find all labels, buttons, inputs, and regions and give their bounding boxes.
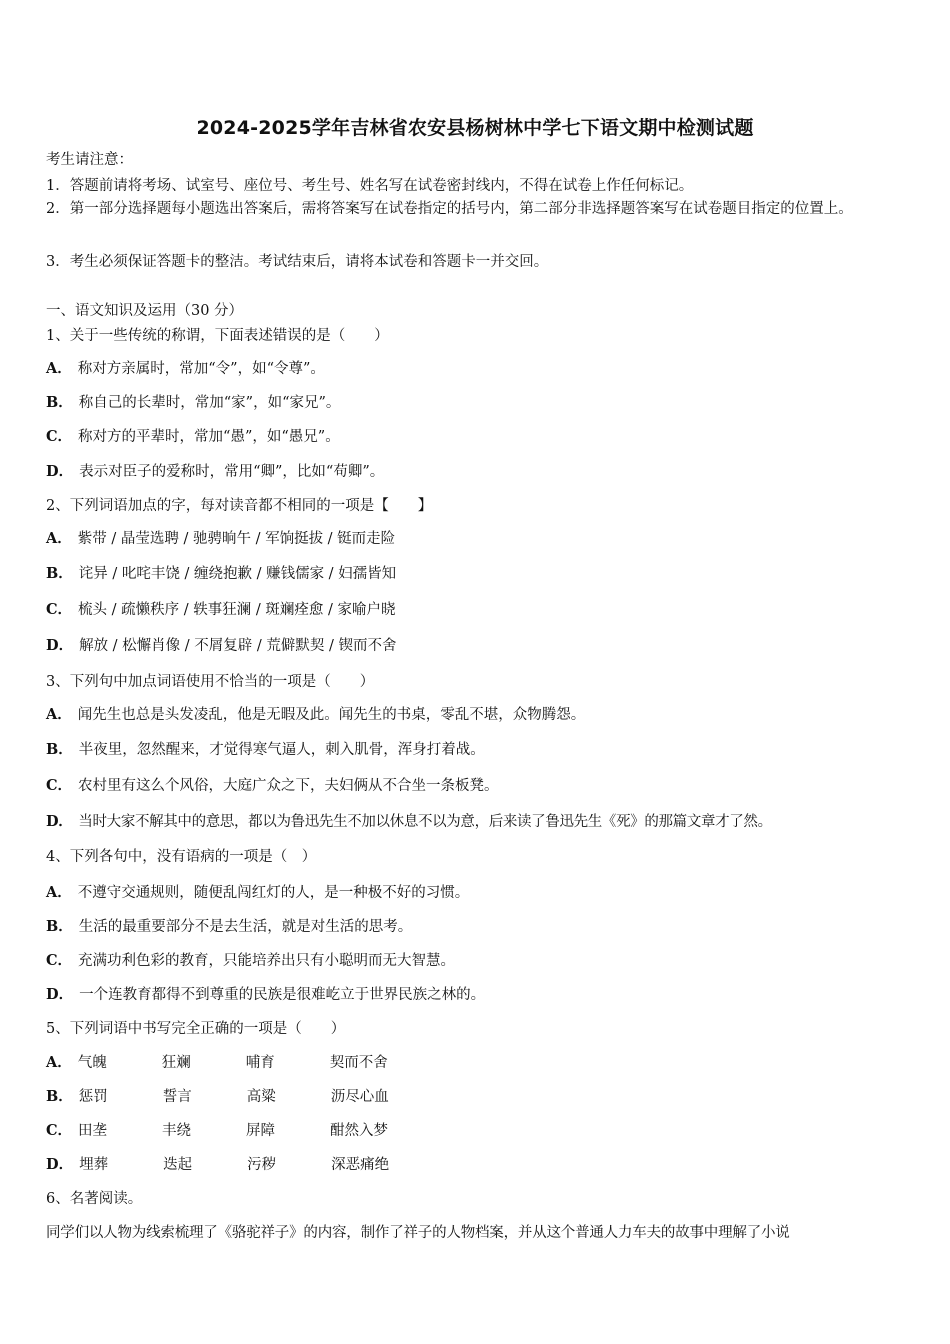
q4-option-c: C． 充满功利色彩的教育，只能培养出只有小聪明而无大智慧。 [46, 952, 456, 969]
notice-heading: 考生请注意： [46, 152, 133, 168]
q2-option-a: A． 紫带 / 晶莹选聘 / 驰骋晌午 / 军饷挺拔 / 铤而走险 [46, 530, 396, 547]
notice-item-2: 2．第一部分选择题每小题选出答案后，需将答案写在试卷指定的括号内，第二部分非选择题答案写在试卷题目指定的位置上。 [46, 201, 853, 217]
q5-option-b: B． 惩罚 誓言 高粱 沥尽心血 [46, 1088, 389, 1105]
section-heading: 一、语文知识及运用（30 分） [46, 303, 244, 319]
notice-item-1: 1．答题前请将考场、试室号、座位号、考生号、姓名写在试卷密封线内，不得在试卷上作任何标记。 [46, 178, 694, 194]
q3-option-a: A． 闻先生也总是头发凌乱，他是无暇及此。闻先生的书桌，零乱不堪，众物腾怨。 [46, 706, 586, 723]
q5-option-d: D． 埋葬 迭起 污秽 深恶痛绝 [46, 1156, 390, 1173]
q2-option-d: D． 解放 / 松懈肖像 / 不屑复辟 / 荒僻默契 / 锲而不舍 [46, 637, 397, 654]
question-1-stem: 1、关于一些传统的称谓，下面表述错误的是（ ） [46, 328, 389, 344]
question-6-stem: 6、名著阅读。 [46, 1191, 143, 1207]
q4-option-a: A． 不遵守交通规则，随便乱闯红灯的人，是一种极不好的习惯。 [46, 884, 470, 901]
question-3-stem: 3、下列句中加点词语使用不恰当的一项是（ ） [46, 674, 375, 690]
q1-option-c: C． 称对方的平辈时，常加“愚”，如“愚兄”。 [46, 428, 340, 445]
q3-option-d: D． 当时大家不解其中的意思，都以为鲁迅先生不加以休息不以为意，后来读了鲁迅先生《死》的那篇文章才了然。 [46, 813, 772, 830]
question-6-text: 同学们以人物为线索梳理了《骆驼祥子》的内容，制作了祥子的人物档案，并从这个普通人力车夫的故事中理解了小说 [46, 1225, 790, 1241]
q1-option-b: B． 称自己的长辈时，常加“家”，如“家兄”。 [46, 394, 341, 411]
q5-option-c: C． 田垄 丰绕 屏障 酣然入梦 [46, 1122, 389, 1139]
q3-option-b: B． 半夜里，忽然醒来，才觉得寒气逼人，刺入肌骨，浑身打着战。 [46, 741, 485, 758]
question-5-stem: 5、下列词语中书写完全正确的一项是（ ） [46, 1021, 346, 1037]
q4-option-b: B． 生活的最重要部分不是去生活，就是对生活的思考。 [46, 918, 413, 935]
q4-option-d: D． 一个连教育都得不到尊重的民族是很难屹立于世界民族之林的。 [46, 986, 486, 1003]
question-4-stem: 4、下列各句中，没有语病的一项是（ ） [46, 849, 317, 865]
q2-option-b: B． 诧异 / 叱咤丰饶 / 缠绕抱歉 / 赚钱儒家 / 妇孺皆知 [46, 565, 397, 582]
q1-option-d: D． 表示对臣子的爱称时，常用“卿”，比如“苟卿”。 [46, 463, 385, 480]
q5-option-a: A． 气魄 狂斓 哺育 契而不舍 [46, 1054, 388, 1071]
q2-option-c: C． 梳头 / 疏懒秩序 / 轶事狂澜 / 斑斓痊愈 / 家喻户晓 [46, 601, 396, 618]
q3-option-c: C． 农村里有这么个风俗，大庭广众之下，夫妇俩从不合坐一条板凳。 [46, 777, 499, 794]
question-2-stem: 2、下列词语加点的字，每对读音都不相同的一项是【 】 [46, 498, 433, 514]
page-title: 2024-2025学年吉林省农安县杨树林中学七下语文期中检测试题 [196, 117, 754, 139]
notice-item-3: 3．考生必须保证答题卡的整洁。考试结束后，请将本试卷和答题卡一并交回。 [46, 254, 549, 270]
q1-option-a: A． 称对方亲属时，常加“令”，如“令尊”。 [46, 360, 325, 377]
